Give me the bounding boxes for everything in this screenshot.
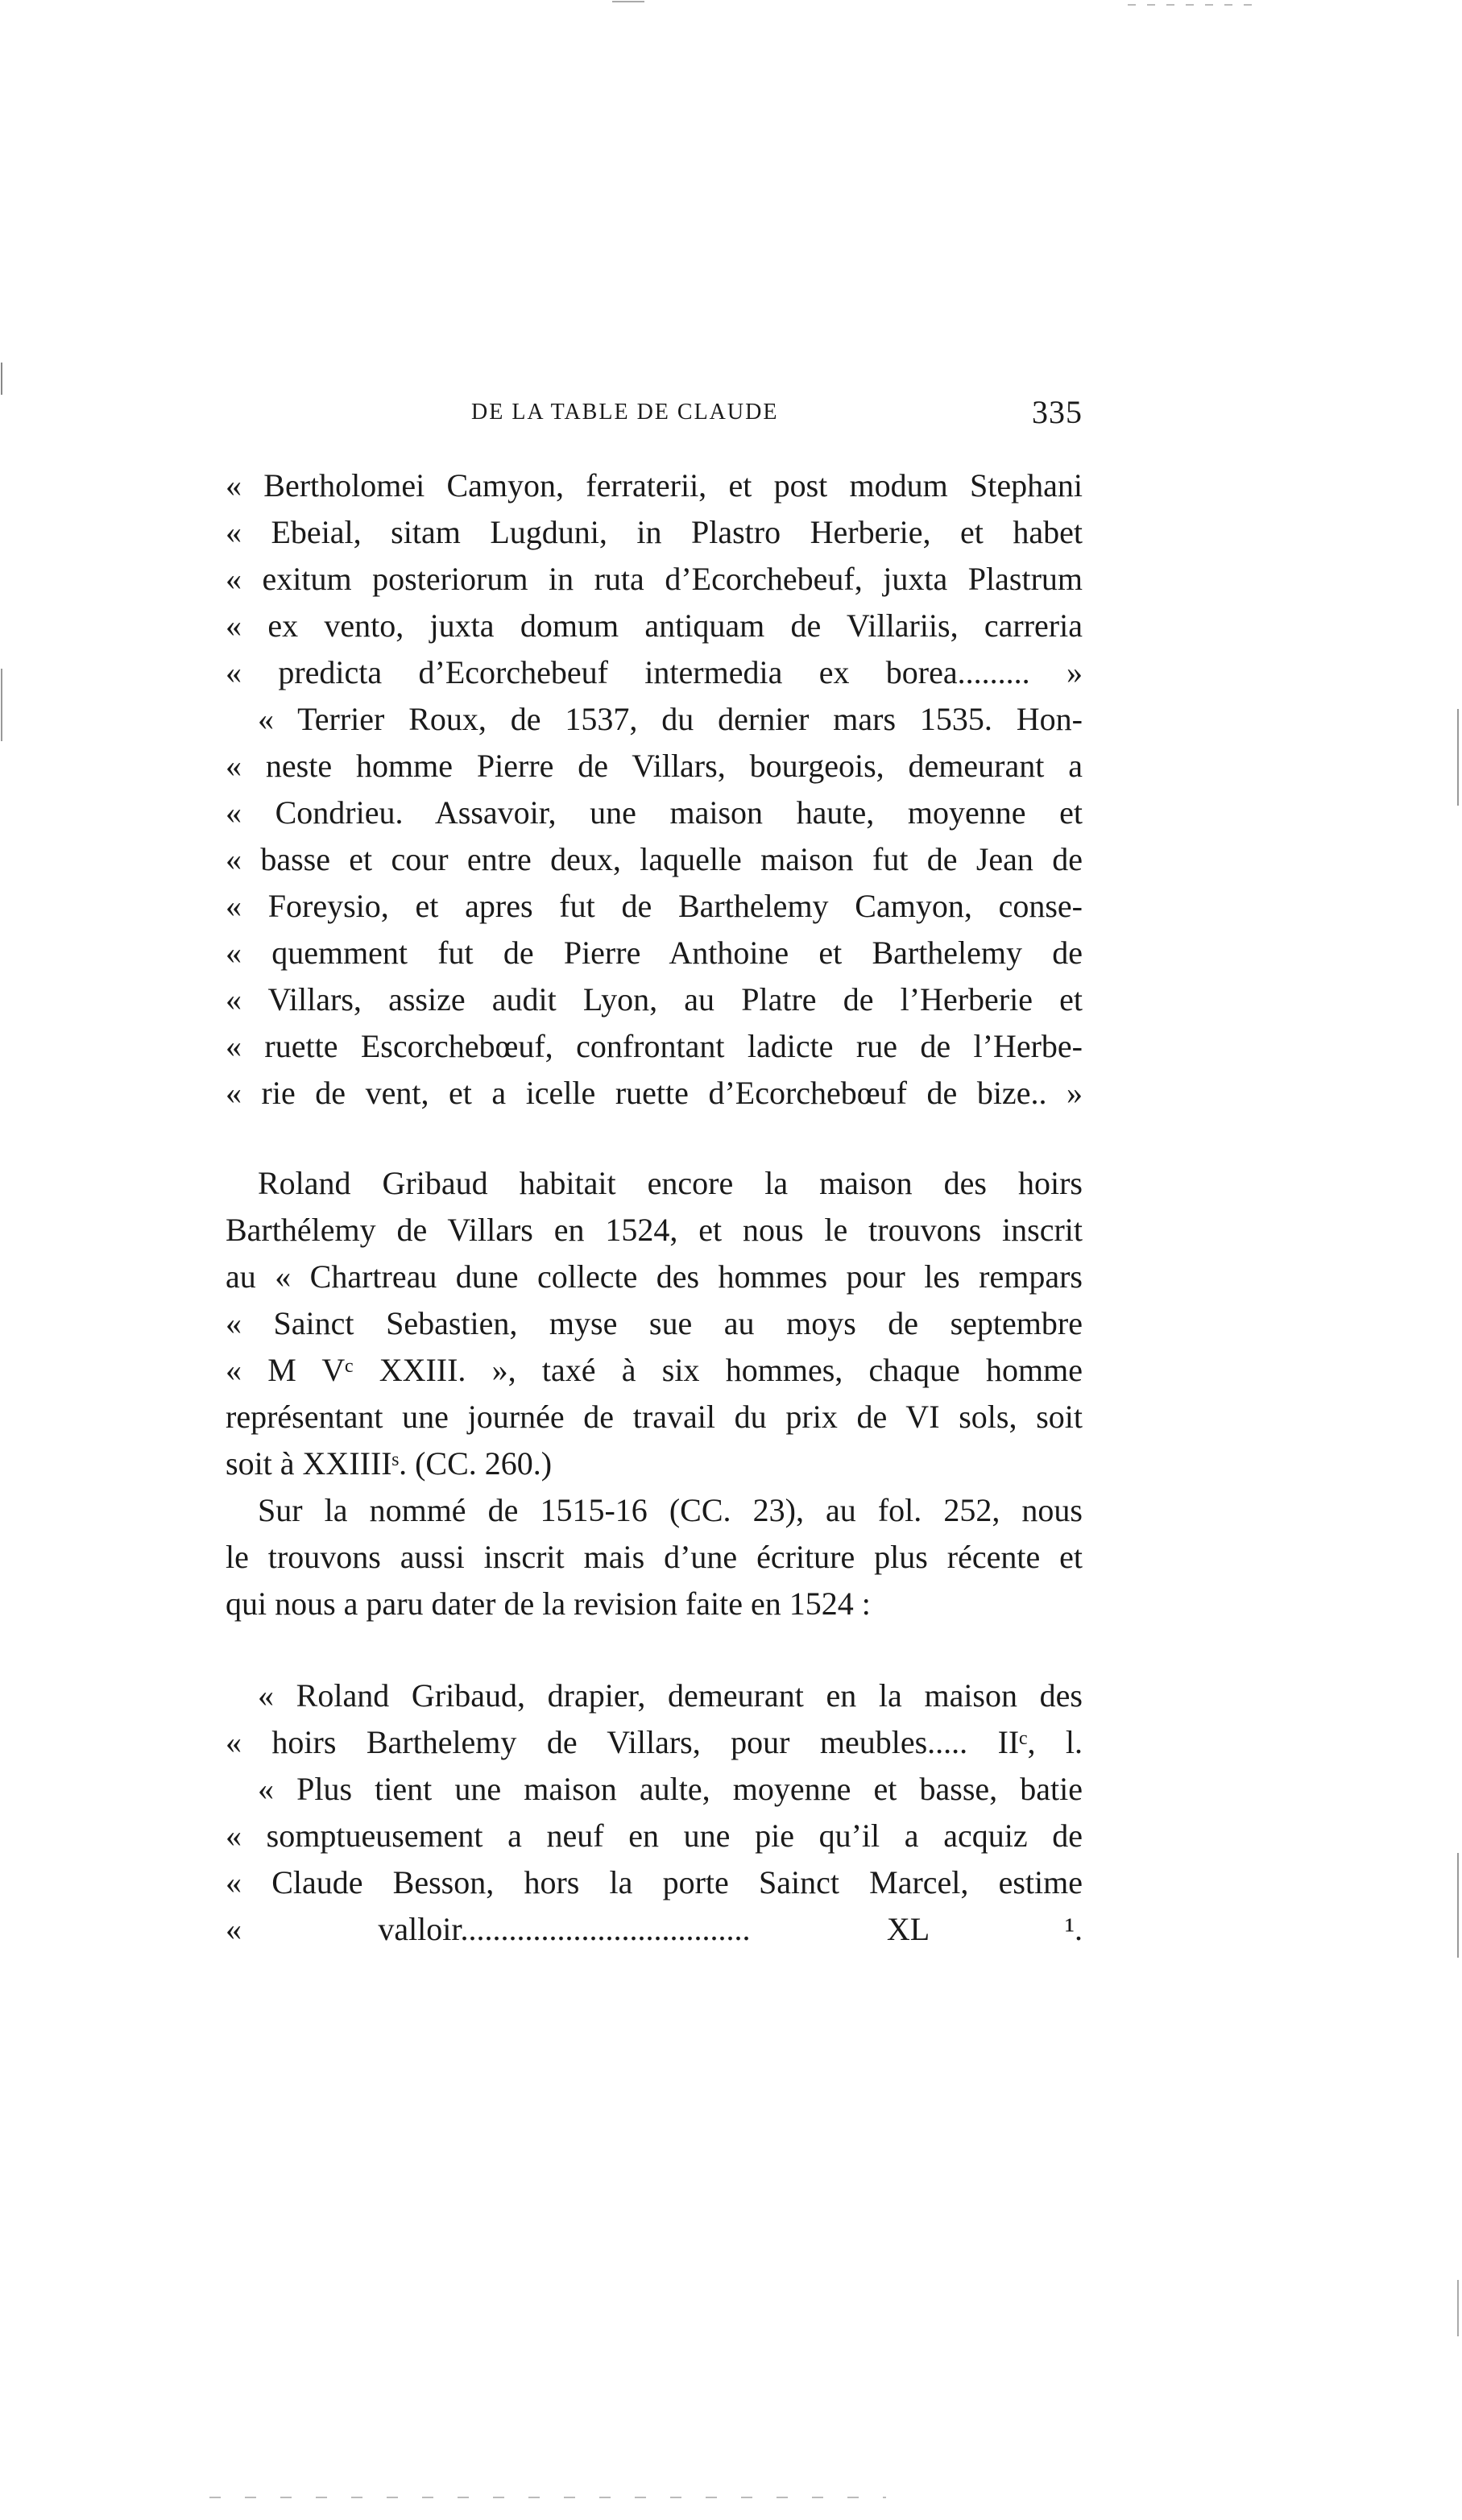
text-line: soit à XXIIIIˢ. (CC. 260.) bbox=[226, 1445, 553, 1482]
text-line: Sur la nommé de 1515-16 (CC. 23), au fol. 252, nous bbox=[258, 1492, 1083, 1528]
text-line: le trouvons aussi inscrit mais d’une écriture plus récente et bbox=[226, 1539, 1083, 1575]
text-line: « Plus tient une maison aulte, moyenne et basse, batie bbox=[258, 1771, 1083, 1807]
text-line: au « Chartreau dune collecte des hommes pour les rempars bbox=[226, 1258, 1083, 1295]
running-title: DE LA TABLE DE CLAUDE bbox=[471, 400, 779, 425]
text-line: « Roland Gribaud, drapier, demeurant en la maison des bbox=[258, 1677, 1083, 1714]
text-line: « ruette Escorchebœuf, confrontant ladicte rue de l’Herbe- bbox=[226, 1028, 1083, 1064]
text-line: « hoirs Barthelemy de Villars, pour meubles..... IIᶜ, l. bbox=[226, 1724, 1083, 1760]
text-line: « neste homme Pierre de Villars, bourgeois, demeurant a bbox=[226, 748, 1083, 784]
text-line: « Sainct Sebastien, myse sue au moys de septembre bbox=[226, 1305, 1083, 1341]
text-line: « basse et cour entre deux, laquelle maison fut de Jean de bbox=[226, 841, 1083, 877]
text-line: « ex vento, juxta domum antiquam de Villariis, carreria bbox=[226, 607, 1083, 644]
text-line: Roland Gribaud habitait encore la maison des hoirs bbox=[258, 1165, 1083, 1201]
page-number: 335 bbox=[1032, 394, 1083, 430]
text-line: « M Vᶜ XXIII. », taxé à six hommes, chaque homme bbox=[226, 1352, 1083, 1388]
text-line: « Terrier Roux, de 1537, du dernier mars 1535. Hon- bbox=[258, 701, 1083, 737]
text-line: « Villars, assize audit Lyon, au Platre de l’Herberie et bbox=[226, 981, 1083, 1018]
text-line: « quemment fut de Pierre Anthoine et Barthelemy de bbox=[226, 935, 1083, 971]
text-line: « Bertholomei Camyon, ferraterii, et post modum Stephani bbox=[226, 467, 1083, 504]
text-line: « somptueusement a neuf en une pie qu’il a acquiz de bbox=[226, 1817, 1083, 1854]
text-line: « Claude Besson, hors la porte Sainct Marcel, estime bbox=[226, 1864, 1083, 1900]
text-line: « exitum posteriorum in ruta d’Ecorchebeuf, juxta Plastrum bbox=[226, 561, 1083, 597]
text-line: représentant une journée de travail du prix de VI sols, soit bbox=[226, 1399, 1083, 1435]
text-line: « Foreysio, et apres fut de Barthelemy Camyon, conse- bbox=[226, 888, 1083, 924]
text-line: « rie de vent, et a icelle ruette d’Ecorchebœuf de bize.. » bbox=[226, 1075, 1083, 1111]
text-line: « Condrieu. Assavoir, une maison haute, moyenne et bbox=[226, 794, 1083, 831]
text-line: Barthélemy de Villars en 1524, et nous le trouvons inscrit bbox=[226, 1212, 1083, 1248]
text-line: « predicta d’Ecorchebeuf intermedia ex borea......... » bbox=[226, 654, 1083, 690]
text-line: « Ebeial, sitam Lugduni, in Plastro Herberie, et habet bbox=[226, 514, 1083, 550]
text-line: qui nous a paru dater de la revision faite en 1524 : bbox=[226, 1585, 871, 1622]
text-line: « valloir.................................... XL ¹. bbox=[226, 1911, 1083, 1947]
